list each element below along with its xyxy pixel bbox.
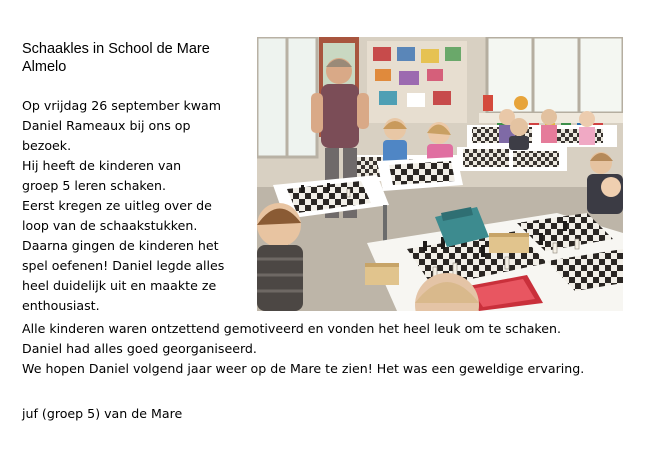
text-line: Hij heeft de kinderen van — [22, 158, 182, 173]
text-line: Alle kinderen waren ontzettend gemotiveerd en vonden het heel leuk om te schaken. — [22, 321, 562, 336]
title-line: Almelo — [22, 59, 67, 75]
text-line: We hopen Daniel volgend jaar weer op de Mare te zien! Het was een geweldige ervaring. — [22, 361, 585, 376]
text-line: loop van de schaakstukken. — [22, 218, 198, 233]
classroom-chess-photo — [257, 37, 623, 311]
title-line: Schaakles in School de Mare — [22, 41, 210, 57]
text-line: Daarna gingen de kinderen het — [22, 238, 219, 253]
text-line: Op vrijdag 26 september kwam — [22, 98, 222, 113]
closing-paragraph — [22, 319, 642, 379]
text-line: bezoek. — [22, 138, 72, 153]
text-line: Daniel had alles goed georganiseerd. — [22, 341, 257, 356]
text-line: enthousiast. — [22, 298, 100, 313]
text-line: spel oefenen! Daniel legde alles — [22, 258, 225, 273]
text-line: Daniel Rameaux bij ons op — [22, 118, 191, 133]
signature: juf (groep 5) van de Mare — [22, 406, 183, 421]
intro-paragraph — [22, 96, 254, 316]
text-line: groep 5 leren schaken. — [22, 178, 167, 193]
text-line: heel duidelijk uit en maakte ze — [22, 278, 217, 293]
text-line: Eerst kregen ze uitleg over de — [22, 198, 212, 213]
article-title — [22, 40, 252, 76]
